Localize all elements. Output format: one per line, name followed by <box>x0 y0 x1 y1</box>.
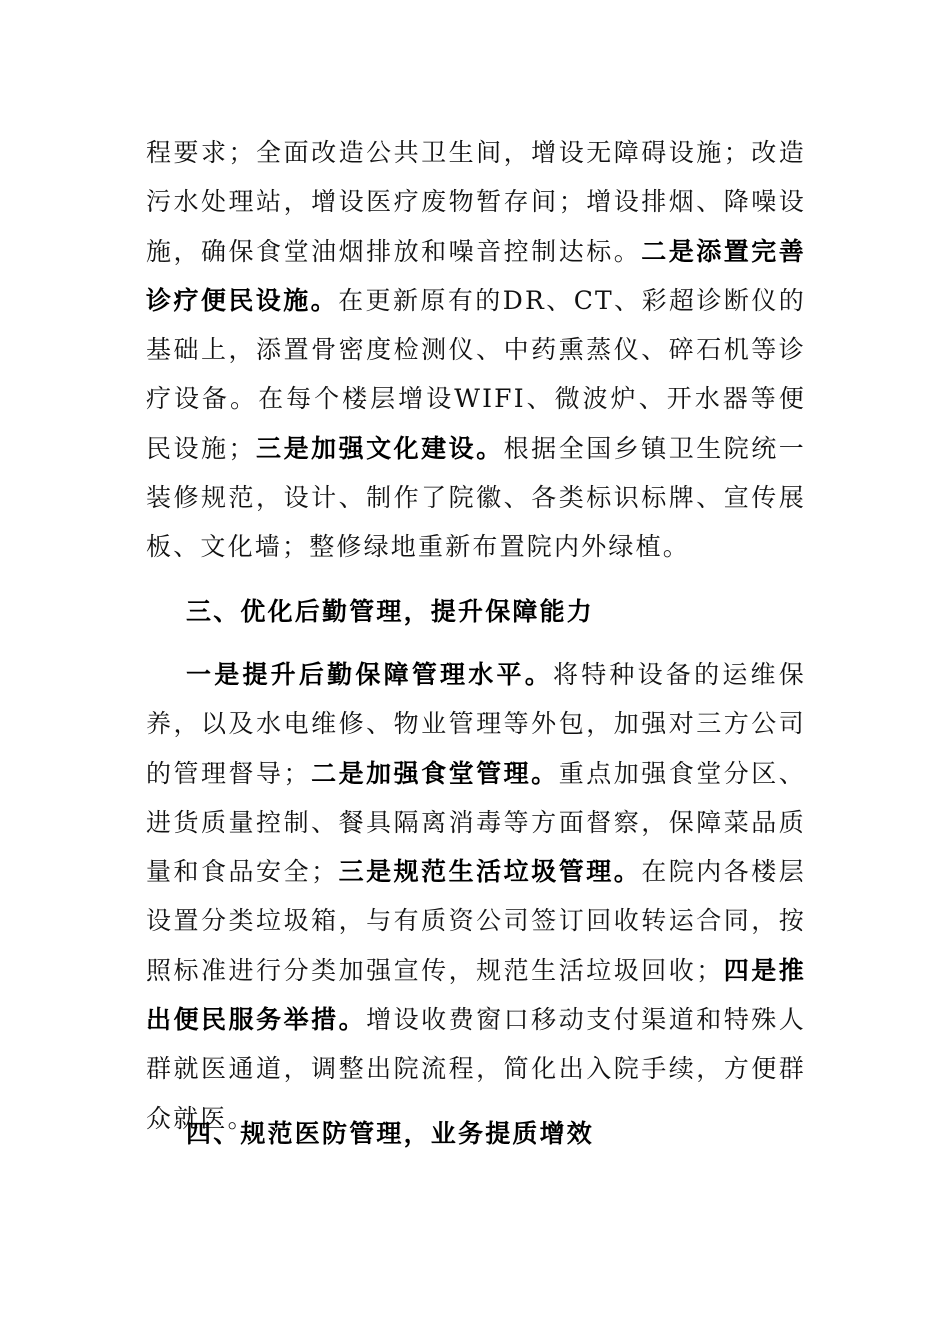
paragraph-facility-upgrades <box>146 128 806 572</box>
paragraph-2-bold-2: 二是加强食堂管理。 <box>310 758 559 788</box>
paragraph-1-text-1: 程要求；全面改造公共卫生间，增设无障碍设施；改造污水处理站，增设医疗废物暂存间；增设排烟、降噪设施，确保食堂油烟排放和噪音控制达标。 <box>146 138 806 266</box>
paragraph-2-text-1: 将特种设备的运维保养，以及水电维修、物业管理等外包，加强对三方公司的管理督导； <box>146 660 806 788</box>
paragraph-2-text-3: 在院内各楼层设置分类垃圾箱，与有质资公司签订回收转运合同，按照标准进行分类加强宣传，规范生活垃圾回收； <box>146 857 806 985</box>
paragraph-2-text-4: 增设收费窗口移动支付渠道和特殊人群就医通道，调整出院流程，简化出入院手续，方便群众就医。 <box>146 1005 806 1133</box>
paragraph-1-text-3: 根据全国乡镇卫生院统一装修规范，设计、制作了院徽、各类标识标牌、宣传展板、文化墙；整修绿地重新布置院内外绿植。 <box>146 433 806 562</box>
paragraph-1 <box>146 128 806 572</box>
section-heading-4: 四、规范医防管理，业务提质增效 <box>186 1119 595 1148</box>
paragraph-2-text-2: 重点加强食堂分区、进货质量控制、餐具隔离消毒等方面督察，保障菜品质量和食品安全； <box>146 758 806 887</box>
paragraph-logistics <box>146 650 806 1143</box>
paragraph-1-bold-2: 三是加强文化建设。 <box>255 433 504 463</box>
paragraph-1-text-2: 在更新原有的DR、CT、彩超诊断仪的基础上，添置骨密度检测仪、中药熏蒸仪、碎石机等诊疗设备。在每个楼层增设WIFI、微波炉、开水器等便民设施； <box>146 285 806 463</box>
paragraph-2-bold-4: 四是推出便民服务举措。 <box>146 955 806 1035</box>
paragraph-1-bold-1: 二是添置完善诊疗便民设施。 <box>146 236 806 315</box>
paragraph-2-bold-3: 三是规范生活垃圾管理。 <box>338 857 642 887</box>
section-heading-3: 三、优化后勤管理，提升保障能力 <box>186 597 595 626</box>
paragraph-2 <box>146 650 806 1143</box>
paragraph-2-bold-1: 一是提升后勤保障管理水平。 <box>186 660 553 689</box>
